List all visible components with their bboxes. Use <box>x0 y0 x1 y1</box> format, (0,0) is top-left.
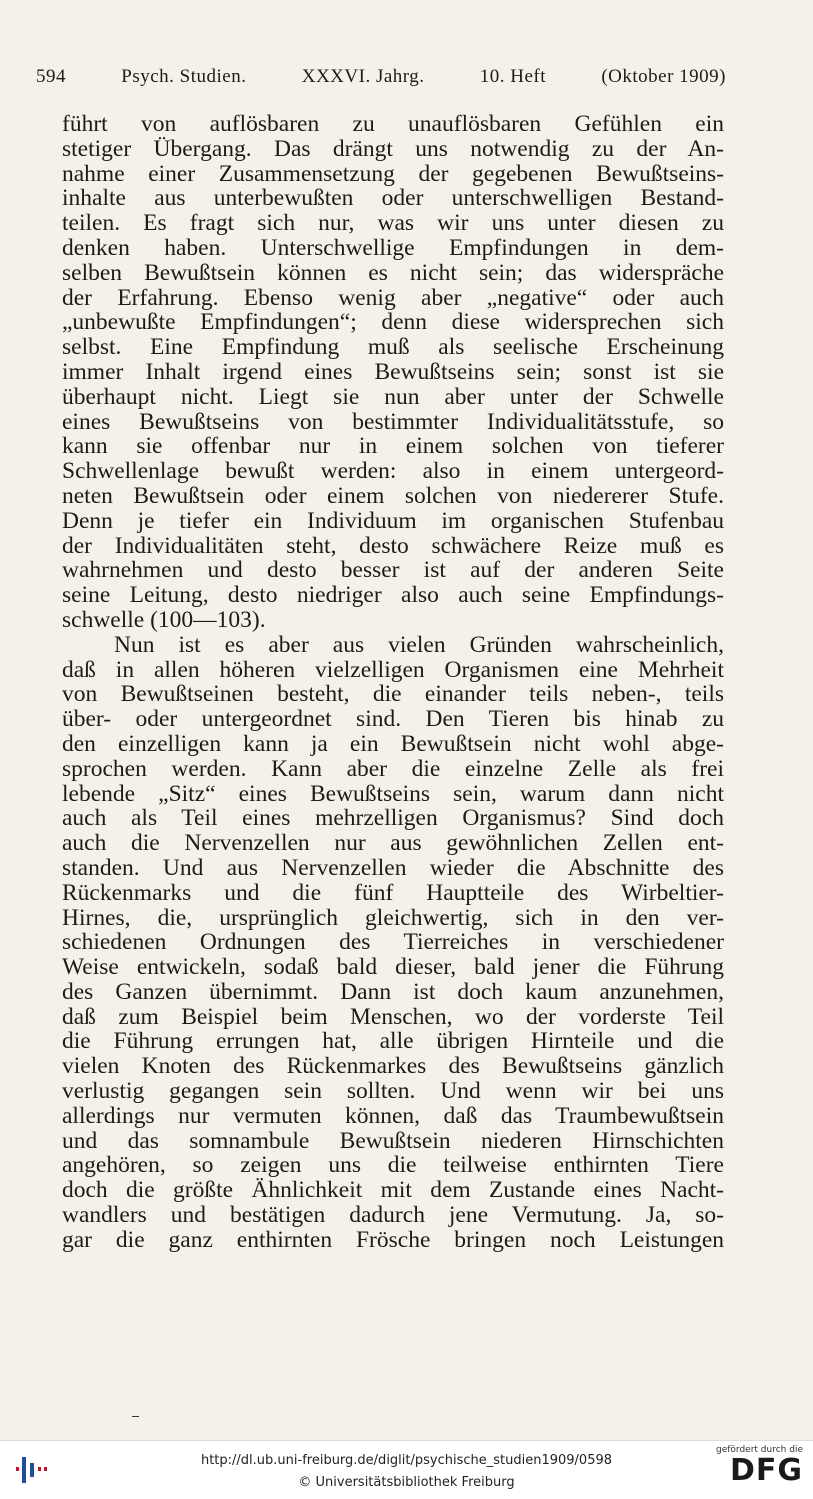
viewer-footer <box>0 1440 813 1499</box>
copyright-notice: © Universitätsbibliothek Freiburg <box>298 1475 515 1490</box>
text-line: nahme einer Zusammensetzung der gegebenen Bewußtseins- <box>62 160 724 187</box>
text-line: auch als Teil eines mehrzelligen Organismus? Sind doch <box>62 805 724 832</box>
text-line: lebende „Sitz“ eines Bewußtseins sein, warum dann nicht <box>62 780 724 807</box>
text-line: die Führung errungen hat, alle übrigen Hirnteile und die <box>62 1028 724 1055</box>
text-line: Schwellenlage bewußt werden: also in einem untergeord- <box>62 458 724 485</box>
text-line: standen. Und aus Nervenzellen wieder die Abschnitte des <box>62 854 724 881</box>
text-line: stetiger Übergang. Das drängt uns notwendig zu der An- <box>62 135 724 162</box>
text-line: der Erfahrung. Ebenso wenig aber „negative“ oder auch <box>62 284 724 311</box>
dfg-logo-icon <box>711 1445 803 1495</box>
page-number: 594 <box>36 66 66 87</box>
text-line: über- oder untergeordnet sind. Den Tieren bis hinab zu <box>62 706 724 733</box>
text-line: doch die größte Ähnlichkeit mit dem Zustande eines Nacht- <box>62 1177 724 1204</box>
text-line: gar die ganz enthirnten Frösche bringen noch Leistungen <box>62 1226 724 1253</box>
text-line: der Individualitäten steht, desto schwächere Reize muß es <box>62 532 724 559</box>
text-line: selben Bewußtsein können es nicht sein; das widerspräche <box>62 259 724 286</box>
text-line: seine Leitung, desto niedriger also auch seine Empfindungs- <box>62 582 724 609</box>
issue-date: (Oktober 1909) <box>601 66 726 87</box>
paragraph-end-line: schwelle (100—103). <box>62 606 266 633</box>
text-line: des Ganzen übernimmt. Dann ist doch kaum anzunehmen, <box>62 978 724 1005</box>
paragraph-start-line: Nun ist es aber aus vielen Gründen wahrscheinlich, <box>114 631 724 658</box>
text-line: schiedenen Ordnungen des Tierreiches in verschiedener <box>62 929 724 956</box>
text-line: „unbewußte Empfindungen“; denn diese widersprechen sich <box>62 309 724 336</box>
text-line: Denn je tiefer ein Individuum im organischen Stufenbau <box>62 507 724 534</box>
journal-title: Psych. Studien. <box>121 66 247 87</box>
text-line: verlustig gegangen sein sollten. Und wenn wir bei uns <box>62 1078 724 1105</box>
text-line: allerdings nur vermuten können, daß das Traumbewußtsein <box>62 1102 724 1129</box>
text-line: daß in allen höheren vielzelligen Organismen eine Mehrheit <box>62 656 724 683</box>
text-line: führt von auflösbaren zu unauflösbaren Gefühlen ein <box>62 111 724 137</box>
text-line: selbst. Eine Empfindung muß als seelische Erscheinung <box>62 334 724 361</box>
page-mark <box>132 1416 139 1417</box>
text-line: denken haben. Unterschwellige Empfindungen in dem- <box>62 234 724 261</box>
text-line: Rückenmarks und die fünf Hauptteile des Wirbeltier- <box>62 879 724 906</box>
text-line: daß zum Beispiel beim Menschen, wo der vorderste Teil <box>62 1003 724 1030</box>
text-line: wandlers und bestätigen dadurch jene Vermutung. Ja, so- <box>62 1202 724 1229</box>
text-line: vielen Knoten des Rückenmarkes des Bewußtseins gänzlich <box>62 1053 724 1080</box>
text-line: und das somnambule Bewußtsein niederen Hirnschichten <box>62 1127 724 1154</box>
text-line: inhalte aus unterbewußten oder unterschwelligen Bestand- <box>62 185 724 212</box>
source-url[interactable]: http://dl.ub.uni-freiburg.de/diglit/psychische_studien1909/0598 <box>200 1453 613 1468</box>
text-line: überhaupt nicht. Liegt sie nun aber unter der Schwelle <box>62 383 724 410</box>
text-line: den einzelligen kann ja ein Bewußtsein nicht wohl abge- <box>62 730 724 757</box>
text-line: immer Inhalt irgend eines Bewußtseins sein; sonst ist sie <box>62 358 724 385</box>
running-head <box>36 66 726 92</box>
dfg-logo-text: DFG <box>729 1453 803 1488</box>
text-line: wahrnehmen und desto besser ist auf der anderen Seite <box>62 557 724 584</box>
text-line: Weise entwickeln, sodaß bald dieser, bald jener die Führung <box>62 954 724 981</box>
text-line: von Bewußtseinen besteht, die einander teils neben-, teils <box>62 681 724 708</box>
text-line: neten Bewußtsein oder einem solchen von niedererer Stufe. <box>62 482 724 509</box>
issue-label: 10. Heft <box>479 66 547 87</box>
dfg-funding-note: gefördert durch die <box>716 1445 803 1455</box>
text-line: Hirnes, die, ursprünglich gleichwertig, sich in den ver- <box>62 904 724 931</box>
body-text <box>62 112 724 1253</box>
volume-label: XXXVI. Jahrg. <box>301 66 425 87</box>
text-line: eines Bewußtseins von bestimmter Individualitätsstufe, so <box>62 408 724 435</box>
text-line: kann sie offenbar nur in einem solchen von tieferer <box>62 433 724 460</box>
text-line: sprochen werden. Kann aber die einzelne Zelle als frei <box>62 755 724 782</box>
text-line: auch die Nervenzellen nur aus gewöhnlichen Zellen ent- <box>62 830 724 857</box>
text-line: teilen. Es fragt sich nur, was wir uns unter diesen zu <box>62 210 724 237</box>
text-line: angehören, so zeigen uns die teilweise enthirnten Tiere <box>62 1152 724 1179</box>
